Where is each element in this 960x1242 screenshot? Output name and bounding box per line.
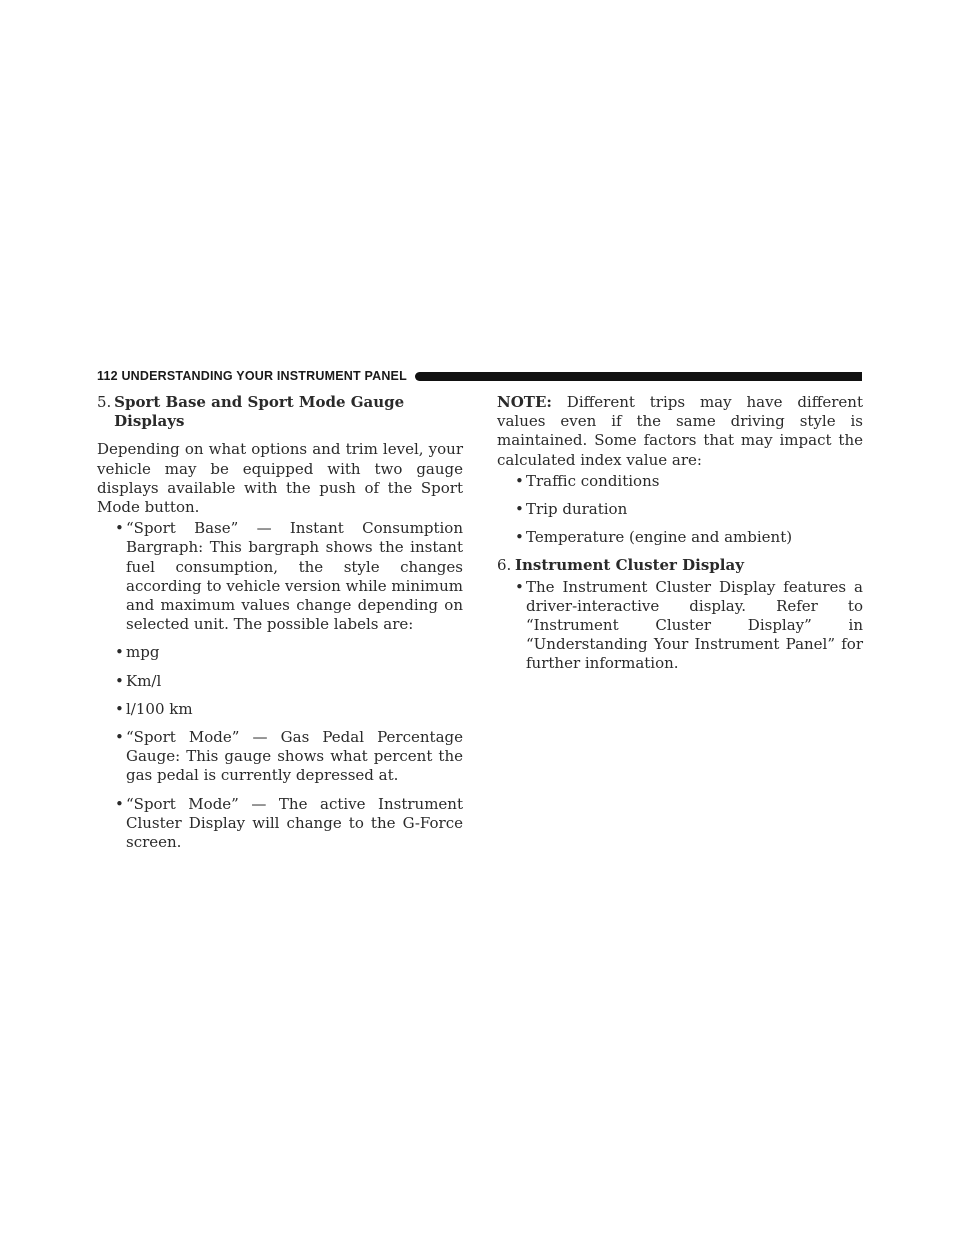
bullet-dot-icon: •: [115, 794, 124, 813]
bullet-item: • “Sport Mode” — The active Instrument Cluster Display will change to the G-Force screen.: [115, 794, 463, 852]
right-column: [497, 393, 863, 683]
note-text: Different trips may have different values even if the same driving style is maintained. Some factors that may impact the calculated index value are:: [497, 393, 863, 469]
section-6-bullet-list: [497, 578, 863, 674]
bullet-item: • Temperature (engine and ambient): [515, 528, 793, 547]
header-rule-bar: [415, 372, 862, 381]
bullet-dot-icon: •: [515, 528, 524, 547]
section-5-number: 5.: [97, 393, 112, 411]
bullet-dot-icon: •: [515, 500, 524, 519]
bullet-item: • “Sport Base” — Instant Consumption Bargraph: This bargraph shows the instant fuel consumption, the style changes according to vehicle version while minimum and maximum values change depending on selected unit. The possible labels are:: [115, 519, 463, 634]
bullet-item: • mpg: [115, 643, 160, 662]
bullet-item: • Traffic conditions: [515, 471, 660, 490]
bullet-dot-icon: •: [115, 519, 124, 538]
note-label: NOTE:: [497, 393, 552, 411]
factors-bullet-list: [497, 472, 863, 548]
bullet-item: • The Instrument Cluster Display features a driver-interactive display. Refer to “Instrument Cluster Display” in “Understanding Your Instrument Panel” for further information.: [515, 577, 863, 673]
bullet-item: • Km/l: [115, 671, 162, 690]
bullet-dot-icon: •: [515, 471, 524, 490]
bullet-dot-icon: •: [115, 699, 124, 718]
section-5-bullet-list: [97, 519, 463, 852]
bullet-dot-icon: •: [515, 577, 524, 596]
bullet-dot-icon: •: [115, 728, 124, 747]
section-6-title: Instrument Cluster Display: [515, 556, 744, 575]
bullet-item: • Trip duration: [515, 500, 628, 519]
bullet-item: • l/100 km: [115, 699, 193, 718]
note-paragraph: [497, 393, 863, 470]
section-5-heading: [97, 393, 463, 431]
section-6-heading: [497, 556, 863, 575]
section-6-number: 6.: [497, 556, 512, 575]
page-header-label: 112 UNDERSTANDING YOUR INSTRUMENT PANEL: [97, 369, 407, 383]
left-column: [97, 393, 463, 861]
bullet-item: • “Sport Mode” — Gas Pedal Percentage Gauge: This gauge shows what percent the gas pedal is currently depressed at.: [115, 728, 463, 785]
bullet-dot-icon: •: [115, 643, 124, 662]
section-5-title: Sport Base and Sport Mode Gauge Displays: [114, 393, 405, 431]
section-5-intro: Depending on what options and trim level, your vehicle may be equipped with two gauge displays available with the push of the Sport Mode button.: [97, 440, 463, 517]
bullet-dot-icon: •: [115, 671, 124, 690]
page-header: [97, 367, 862, 385]
